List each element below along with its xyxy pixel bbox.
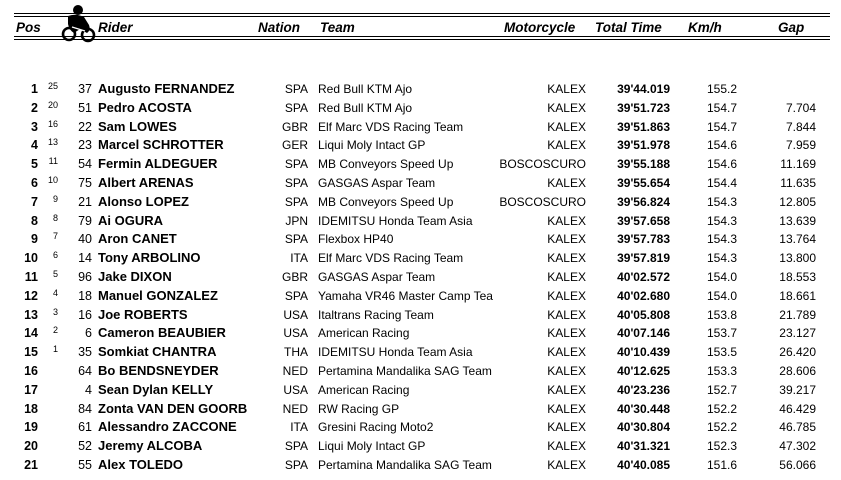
- rider-number: 96: [78, 270, 92, 284]
- gap: 39.217: [779, 382, 816, 397]
- total-time: 39'51.863: [617, 119, 670, 134]
- grid-position: 8: [52, 212, 58, 223]
- rider-name: Somkiat CHANTRA: [98, 344, 217, 360]
- position: 12: [24, 288, 38, 303]
- grid-position: 7: [52, 231, 58, 242]
- speed-kmh: 154.6: [706, 157, 737, 172]
- gap: 13.639: [779, 213, 816, 228]
- table-row: [0, 80, 841, 98]
- rider-name: Sean Dylan KELLY: [98, 381, 214, 397]
- position: 4: [31, 138, 38, 153]
- speed-kmh: 152.7: [706, 382, 737, 397]
- speed-kmh: 154.3: [706, 194, 737, 209]
- position: 19: [24, 420, 38, 435]
- total-time: 40'30.448: [617, 401, 670, 416]
- team: Elf Marc VDS Racing Team: [318, 251, 464, 266]
- motorcycle: KALEX: [547, 345, 586, 360]
- motorcycle: KALEX: [547, 251, 586, 266]
- speed-kmh: 155.2: [706, 82, 737, 96]
- nation: USA: [283, 307, 308, 322]
- position: 1: [31, 82, 38, 96]
- position: 21: [24, 458, 38, 472]
- gap: 11.169: [780, 157, 816, 172]
- motorcycle: KALEX: [547, 270, 586, 284]
- gap: 26.420: [779, 345, 816, 360]
- nation: SPA: [284, 232, 308, 247]
- table-row: [0, 268, 841, 286]
- table-row: [0, 456, 841, 474]
- nation: ITA: [290, 420, 308, 435]
- table-row: [0, 324, 841, 342]
- motorcycle: KALEX: [547, 138, 586, 153]
- rider-name: Manuel GONZALEZ: [98, 287, 218, 303]
- grid-position: 20: [47, 99, 58, 110]
- total-time: 39'57.783: [617, 232, 670, 247]
- gap: 7.844: [785, 119, 816, 134]
- team: American Racing: [318, 326, 410, 341]
- motorcycle: KALEX: [547, 364, 586, 378]
- grid-position: 13: [47, 137, 58, 148]
- nation: GER: [281, 138, 308, 153]
- position: 14: [24, 326, 38, 341]
- gap: 46.785: [779, 420, 816, 435]
- rider-number: 54: [78, 157, 92, 172]
- speed-kmh: 153.7: [706, 326, 737, 341]
- speed-kmh: 151.6: [706, 458, 737, 472]
- gap: 7.704: [785, 100, 816, 115]
- gap: 7.959: [785, 138, 816, 153]
- nation: SPA: [284, 157, 308, 172]
- speed-kmh: 154.4: [706, 176, 737, 190]
- header-rider: Rider: [98, 20, 133, 35]
- nation: SPA: [284, 288, 308, 303]
- team: Elf Marc VDS Racing Team: [318, 119, 464, 134]
- speed-kmh: 153.5: [706, 345, 737, 360]
- nation: SPA: [284, 439, 308, 454]
- rider-number: 14: [78, 251, 92, 266]
- total-time: 40'05.808: [617, 307, 670, 322]
- speed-kmh: 152.3: [706, 439, 737, 454]
- speed-kmh: 154.7: [706, 100, 737, 115]
- speed-kmh: 154.0: [706, 270, 737, 284]
- motorcycle: KALEX: [547, 100, 586, 115]
- team: Pertamina Mandalika SAG Team: [318, 458, 492, 472]
- rider-number: 16: [78, 307, 92, 322]
- team: MB Conveyors Speed Up: [318, 157, 454, 172]
- table-row: [0, 118, 841, 136]
- gap: 28.606: [779, 364, 816, 378]
- speed-kmh: 154.0: [706, 288, 737, 303]
- total-time: 39'51.978: [617, 138, 670, 153]
- nation: NED: [282, 364, 308, 378]
- team: IDEMITSU Honda Team Asia: [318, 345, 473, 360]
- position: 20: [24, 439, 38, 454]
- motorcycle: KALEX: [547, 420, 586, 435]
- total-time: 39'56.824: [617, 194, 670, 209]
- rider-name: Bo BENDSNEYDER: [98, 363, 219, 378]
- rider-number: 18: [78, 288, 92, 303]
- rider-name: Aron CANET: [98, 231, 177, 247]
- team: Liqui Moly Intact GP: [318, 138, 426, 153]
- gap: 21.789: [779, 307, 816, 322]
- speed-kmh: 153.8: [706, 307, 737, 322]
- nation: NED: [282, 401, 308, 416]
- position: 6: [31, 176, 38, 190]
- position: 2: [31, 100, 38, 115]
- rider-name: Marcel SCHROTTER: [98, 137, 224, 153]
- total-time: 39'51.723: [617, 100, 670, 115]
- speed-kmh: 154.7: [706, 119, 737, 134]
- team: Liqui Moly Intact GP: [318, 439, 426, 454]
- position: 3: [31, 119, 38, 134]
- team: GASGAS Aspar Team: [318, 270, 436, 284]
- grid-position: 11: [48, 156, 58, 167]
- grid-position: 2: [52, 325, 58, 336]
- team: American Racing: [318, 382, 410, 397]
- gap: 18.661: [779, 288, 816, 303]
- gap: 13.800: [779, 251, 816, 266]
- motorcycle: KALEX: [547, 326, 586, 341]
- grid-position: 16: [47, 118, 58, 129]
- team: RW Racing GP: [318, 401, 400, 416]
- gap: 12.805: [779, 194, 816, 209]
- grid-position: 25: [47, 81, 58, 91]
- rider-number: 75: [78, 176, 92, 190]
- rider-name: Zonta VAN DEN GOORB: [98, 400, 248, 416]
- rider-name: Sam LOWES: [98, 118, 177, 134]
- header-gap: Gap: [778, 20, 805, 35]
- rider-number: 61: [78, 420, 92, 435]
- grid-position: 5: [52, 269, 58, 279]
- header-team: Team: [320, 20, 355, 35]
- nation: SPA: [284, 176, 308, 190]
- header-pos: Pos: [16, 20, 41, 35]
- total-time: 39'55.654: [617, 176, 670, 190]
- grid-position: 3: [52, 306, 58, 317]
- total-time: 40'40.085: [617, 458, 670, 472]
- nation: THA: [284, 345, 308, 360]
- nation: SPA: [284, 100, 308, 115]
- table-row: [0, 306, 841, 324]
- total-time: 39'57.819: [617, 251, 670, 266]
- total-time: 40'07.146: [617, 326, 670, 341]
- rider-number: 55: [78, 458, 92, 472]
- team: Italtrans Racing Team: [318, 307, 434, 322]
- nation: GBR: [281, 119, 308, 134]
- rider-name: Jeremy ALCOBA: [98, 438, 203, 454]
- speed-kmh: 154.3: [706, 251, 737, 266]
- rider-number: 6: [85, 326, 92, 341]
- grid-position: 4: [52, 287, 58, 298]
- table-row: [0, 418, 841, 436]
- rider-name: Tony ARBOLINO: [98, 250, 201, 266]
- rider-name: Alonso LOPEZ: [98, 193, 189, 209]
- rider-number: 35: [78, 345, 92, 360]
- rider-name: Pedro ACOSTA: [98, 99, 192, 115]
- motorcycle: KALEX: [547, 382, 586, 397]
- position: 5: [31, 157, 38, 172]
- nation: USA: [283, 382, 308, 397]
- position: 8: [31, 213, 38, 228]
- rider-name: Alex TOLEDO: [98, 457, 184, 472]
- team: Pertamina Mandalika SAG Team: [318, 364, 492, 378]
- speed-kmh: 154.3: [706, 213, 737, 228]
- speed-kmh: 152.2: [706, 401, 737, 416]
- gap: 47.302: [779, 439, 816, 454]
- gap: 56.066: [779, 458, 816, 472]
- table-row: [0, 155, 841, 173]
- grid-position: 9: [52, 193, 58, 204]
- motorcycle: KALEX: [547, 401, 586, 416]
- total-time: 40'02.680: [617, 288, 670, 303]
- rider-number: 40: [78, 232, 92, 247]
- table-row: [0, 343, 841, 361]
- team: Red Bull KTM Ajo: [318, 100, 413, 115]
- rider-number: 37: [78, 82, 92, 96]
- grid-position: 10: [47, 175, 58, 185]
- table-row: [0, 99, 841, 117]
- motorcycle: BOSCOSCURO: [499, 194, 586, 209]
- total-time: 40'23.236: [617, 382, 670, 397]
- total-time: 39'44.019: [617, 82, 670, 96]
- nation: SPA: [284, 82, 308, 96]
- nation: GBR: [281, 270, 308, 284]
- rider-name: Alessandro ZACCONE: [98, 419, 237, 435]
- nation: USA: [283, 326, 308, 341]
- motorcycle: KALEX: [547, 439, 586, 454]
- total-time: 39'57.658: [617, 213, 670, 228]
- speed-kmh: 154.6: [706, 138, 737, 153]
- nation: JPN: [285, 213, 308, 228]
- total-time: 40'02.572: [617, 270, 670, 284]
- team: Red Bull KTM Ajo: [318, 82, 413, 96]
- gap: 23.127: [779, 326, 816, 341]
- gap: 11.635: [780, 176, 816, 190]
- table-row: [0, 174, 841, 192]
- motorcycle: KALEX: [547, 119, 586, 134]
- table-row: [0, 136, 841, 154]
- position: 15: [24, 345, 38, 360]
- position: 18: [24, 401, 38, 416]
- total-time: 39'55.188: [617, 157, 670, 172]
- rider-number: 79: [78, 213, 92, 228]
- motorcycle: KALEX: [547, 213, 586, 228]
- rider-number: 4: [85, 382, 92, 397]
- rider-name: Fermin ALDEGUER: [98, 156, 218, 172]
- motorcycle: KALEX: [547, 232, 586, 247]
- total-time: 40'12.625: [617, 364, 670, 378]
- gap: 13.764: [779, 232, 816, 247]
- rider-name: Joe ROBERTS: [98, 306, 188, 322]
- position: 10: [24, 251, 38, 266]
- header-nation: Nation: [258, 20, 300, 35]
- rider-number: 51: [78, 100, 92, 115]
- rider-number: 84: [78, 401, 92, 416]
- rider-name: Ai OGURA: [98, 212, 163, 228]
- position: 9: [31, 232, 38, 247]
- motorcycle: KALEX: [547, 458, 586, 472]
- table-row: [0, 212, 841, 230]
- rider-number: 52: [78, 439, 92, 454]
- motorcycle: BOSCOSCURO: [499, 157, 586, 172]
- position: 11: [24, 270, 38, 284]
- table-row: [0, 362, 841, 380]
- team: Yamaha VR46 Master Camp Tea: [318, 288, 493, 303]
- motorcycle: KALEX: [547, 176, 586, 190]
- gap: 46.429: [779, 401, 816, 416]
- rider-name: Augusto FERNANDEZ: [98, 81, 235, 96]
- gap: 18.553: [779, 270, 816, 284]
- motorcycle: KALEX: [547, 288, 586, 303]
- rider-number: 21: [78, 194, 92, 209]
- table-row: [0, 230, 841, 248]
- total-time: 40'10.439: [617, 345, 670, 360]
- position: 16: [24, 364, 38, 378]
- table-row: [0, 437, 841, 455]
- speed-kmh: 154.3: [706, 232, 737, 247]
- team: Flexbox HP40: [318, 232, 394, 247]
- rider-number: 22: [78, 119, 92, 134]
- rider-number: 23: [78, 138, 92, 153]
- team: Gresini Racing Moto2: [318, 420, 434, 435]
- team: MB Conveyors Speed Up: [318, 194, 454, 209]
- motorcycle: KALEX: [547, 82, 586, 96]
- position: 17: [24, 382, 38, 397]
- total-time: 40'30.804: [617, 420, 670, 435]
- header-motorcycle: Motorcycle: [504, 20, 576, 35]
- team: IDEMITSU Honda Team Asia: [318, 213, 473, 228]
- team: GASGAS Aspar Team: [318, 176, 436, 190]
- position: 13: [24, 307, 38, 322]
- motorcycle: KALEX: [547, 307, 586, 322]
- nation: SPA: [284, 458, 308, 472]
- speed-kmh: 153.3: [706, 364, 737, 378]
- rider-name: Jake DIXON: [98, 269, 172, 284]
- table-row: [0, 381, 841, 399]
- header-total-time: Total Time: [595, 20, 662, 35]
- nation: SPA: [284, 194, 308, 209]
- rider-number: 64: [78, 364, 92, 378]
- rider-name: Cameron BEAUBIER: [98, 325, 226, 341]
- grid-position: 1: [52, 344, 58, 355]
- grid-position: 6: [52, 250, 58, 261]
- table-row: [0, 193, 841, 211]
- total-time: 40'31.321: [617, 439, 670, 454]
- table-row: [0, 287, 841, 305]
- nation: ITA: [290, 251, 308, 266]
- header-kmh: Km/h: [688, 20, 722, 35]
- table-row: [0, 249, 841, 267]
- speed-kmh: 152.2: [706, 420, 737, 435]
- table-row: [0, 400, 841, 418]
- rider-name: Albert ARENAS: [98, 175, 194, 190]
- position: 7: [31, 194, 38, 209]
